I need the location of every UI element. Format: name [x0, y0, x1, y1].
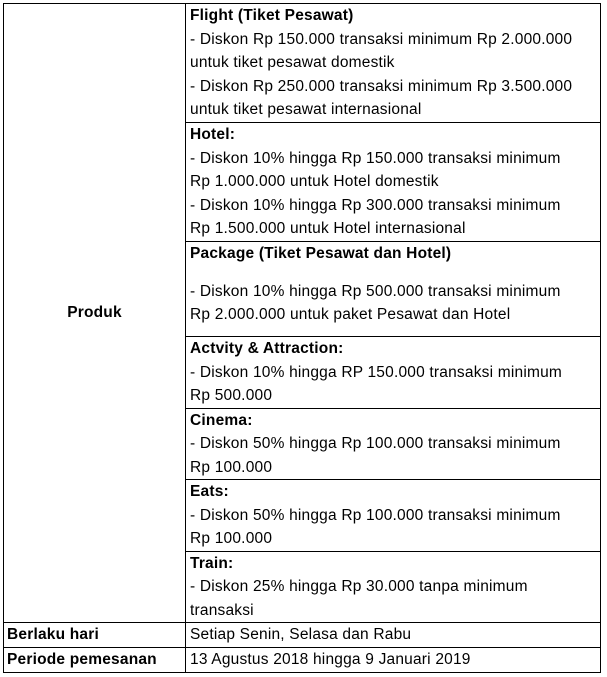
product-title: Hotel:	[190, 126, 236, 143]
product-title: Actvity & Attraction:	[190, 340, 344, 357]
product-line: untuk tiket pesawat internasional	[190, 101, 422, 118]
product-line: - Diskon 25% hingga Rp 30.000 tanpa minimum	[190, 578, 528, 595]
product-line: transaksi	[190, 601, 254, 619]
table-row	[4, 4, 601, 123]
product-title: Package (Tiket Pesawat dan Hotel)	[190, 245, 452, 262]
product-line: untuk tiket pesawat domestik	[190, 54, 395, 71]
product-line: Rp 500.000	[190, 387, 273, 404]
table-row	[4, 648, 601, 673]
product-title: Flight (Tiket Pesawat)	[190, 7, 354, 24]
product-line: Rp 100.000	[190, 458, 273, 476]
product-line: - Diskon 10% hingga Rp 500.000 transaksi minimum	[190, 282, 561, 300]
product-line: Rp 1.500.000 untuk Hotel internasional	[190, 220, 466, 237]
product-cell-cinema	[186, 408, 601, 480]
periode-value: 13 Agustus 2018 hingga 9 Januari 2019	[186, 648, 601, 673]
product-cell-activity	[186, 337, 601, 409]
product-cell-train	[186, 551, 601, 623]
product-cell-hotel	[186, 123, 601, 242]
product-cell-package	[186, 242, 601, 337]
product-cell-flight	[186, 4, 601, 123]
promo-terms-table	[3, 3, 601, 673]
table-row	[4, 623, 601, 648]
product-line: - Diskon 10% hingga RP 150.000 transaksi minimum	[190, 363, 563, 381]
product-line: - Diskon 50% hingga Rp 100.000 transaksi minimum	[190, 506, 561, 524]
berlaku-label: Berlaku hari	[4, 623, 186, 648]
product-line: Rp 1.000.000 untuk Hotel domestik	[190, 173, 439, 190]
product-line: - Diskon Rp 150.000 transaksi minimum Rp 2.000.000	[190, 30, 573, 48]
berlaku-value: Setiap Senin, Selasa dan Rabu	[186, 623, 601, 648]
product-line: Rp 100.000	[190, 530, 273, 547]
product-line: - Diskon 50% hingga Rp 100.000 transaksi minimum	[190, 435, 561, 452]
product-title: Train:	[190, 554, 234, 572]
product-line: Rp 2.000.000 untuk paket Pesawat dan Hotel	[190, 306, 511, 323]
periode-label: Periode pemesanan	[4, 648, 186, 673]
product-cell-eats	[186, 480, 601, 552]
produk-label: Produk	[4, 4, 186, 623]
product-line: - Diskon Rp 250.000 transaksi minimum Rp 3.500.000	[190, 77, 573, 95]
product-title: Cinema:	[190, 411, 253, 429]
product-line: - Diskon 10% hingga Rp 300.000 transaksi minimum	[190, 196, 561, 214]
product-line: - Diskon 10% hingga Rp 150.000 transaksi minimum	[190, 149, 561, 167]
product-title: Eats:	[190, 483, 229, 500]
